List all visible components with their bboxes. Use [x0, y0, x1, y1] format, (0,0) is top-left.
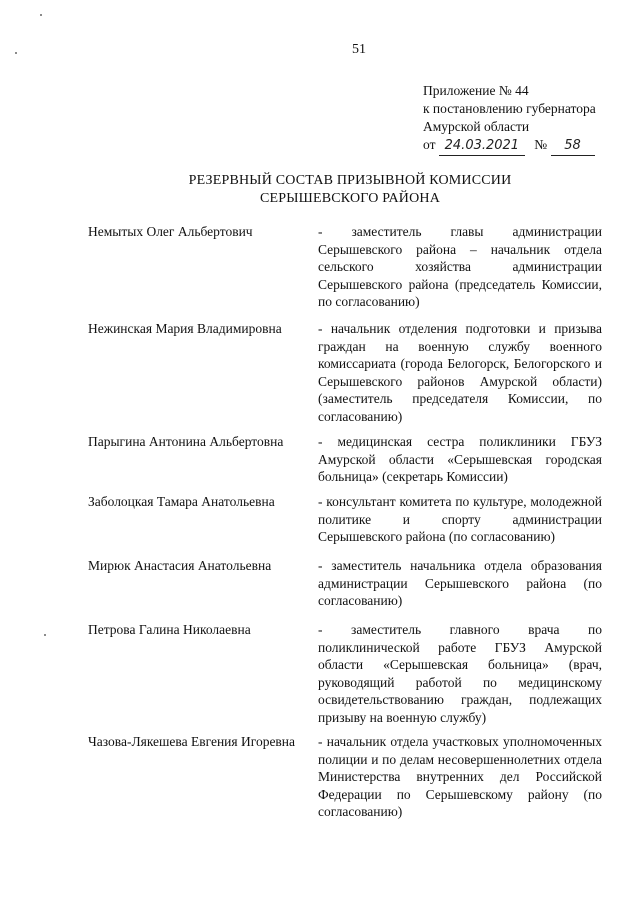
member-name: Чазова-Лякешева Евгения Игоревна [88, 734, 296, 749]
scan-speck [15, 52, 17, 54]
title-line-1: РЕЗЕРВНЫЙ СОСТАВ ПРИЗЫВНОЙ КОМИССИИ [188, 173, 512, 188]
member-name: Мирюк Анастасия Анатольевна [88, 558, 272, 573]
member-role: - начальник отделения подготовки и призыва граждан на военную службу военного комиссариата (города Белогорск, Белогорского и Серышевского районов Амурской области) (заместитель председателя Комиссии, по согласованию) [318, 321, 602, 424]
appendix-block [423, 82, 596, 156]
member-role: - заместитель главного врача по поликлинической работе ГБУЗ Амурской области «Серышевская больница» (врач, руководящий работой по медицинскому освидетельствованию граждан, подлежащих призыву на военную службу) [318, 622, 602, 725]
page-title [100, 172, 600, 208]
page-number: 51 [352, 42, 366, 57]
member-role: - заместитель главы администрации Серышевского района – начальник отдела сельского хозяйства администрации Серышевского района (председатель Комиссии, по согласованию) [318, 224, 602, 310]
member-name: Парыгина Антонина Альбертовна [88, 434, 284, 449]
date-value: 24.03.2021 [439, 137, 525, 156]
date-prefix: от [423, 137, 436, 152]
member-role: - консультант комитета по культуре, молодежной политике и спорту администрации Серышевского района (по согласованию) [318, 494, 602, 545]
appendix-date-line [423, 136, 596, 156]
number-prefix: № [534, 137, 548, 152]
member-role: - медицинская сестра поликлиники ГБУЗ Амурской области «Серышевская городская больница» (секретарь Комиссии) [318, 434, 602, 485]
number-value: 58 [551, 137, 595, 156]
member-role: - заместитель начальника отдела образования администрации Серышевского района (по согласованию) [318, 558, 602, 609]
member-role: - начальник отдела участковых уполномоченных полиции и по делам несовершеннолетних отдела Министерства внутренних дел Российской Федерации по Серышевскому району (по согласованию) [318, 734, 602, 820]
member-name: Петрова Галина Николаевна [88, 622, 251, 637]
member-name: Заболоцкая Тамара Анатольевна [88, 494, 275, 509]
title-line-2: СЕРЫШЕВСКОГО РАЙОНА [259, 191, 441, 206]
appendix-region: Амурской области [423, 119, 530, 134]
appendix-resolution: к постановлению губернатора [423, 101, 596, 116]
member-name: Немытых Олег Альбертович [88, 224, 253, 239]
scan-speck [44, 634, 46, 636]
scan-speck [40, 14, 42, 16]
member-name: Нежинская Мария Владимировна [88, 321, 282, 336]
appendix-title: Приложение № 44 [423, 83, 529, 98]
